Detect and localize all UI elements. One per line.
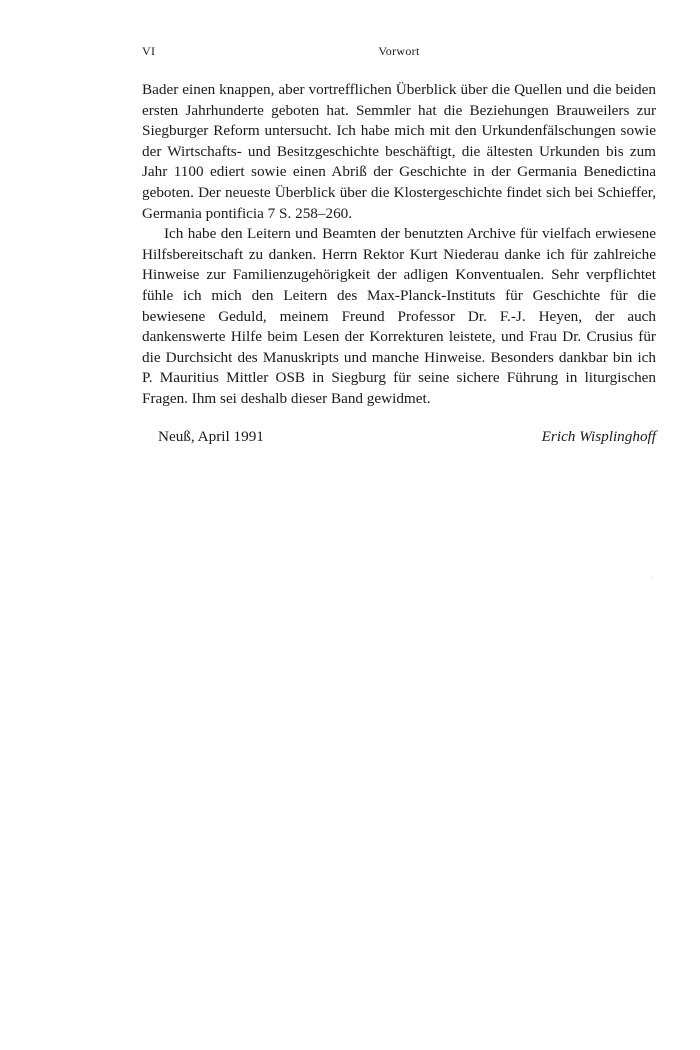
book-page (142, 44, 656, 450)
paragraph-continuation: Bader einen knappen, aber vortrefflichen Überblick über die Quellen und die beiden ersten Jahrhunderte geboten hat. Semmler hat die Beziehungen Brauweilers zur Siegburger Reform untersucht. Ich habe mich mit den Urkundenfälschungen sowie der Wirtschafts- und Besitzgeschichte beschäftigt, die ältesten Urkunden bis zum Jahr 1100 ediert sowie einen Abriß der Geschichte in der Germania Benedictina geboten. Der neueste Überblick über die Klostergeschichte findet sich bei Schieffer, Germania pontificia 7 S. 258–260. (142, 81, 656, 222)
page-number: VI (142, 44, 156, 58)
paper-speck (651, 577, 653, 578)
running-head (142, 44, 656, 66)
paragraph-acknowledgements: Ich habe den Leitern und Beamten der benutzten Archive für vielfach erwiesene Hilfsbereitschaft zu danken. Herrn Rektor Kurt Niederau danke ich für zahlreiche Hinweise zur Familienzugehörigkeit der adligen Konventualen. Sehr verpflichtet fühle ich mich den Leitern des Max-Planck-Instituts für Geschichte für die bewiesene Geduld, meinem Freund Professor Dr. F.-J. Heyen, der auch dankenswerte Hilfe beim Lesen der Korrekturen leistete, und Frau Dr. Crusius für die Durchsicht des Manuskripts und manche Hinweise. Besonders dankbar bin ich P. Mauritius Mittler OSB in Siegburg für seine sichere Führung in liturgischen Fragen. Ihm sei deshalb dieser Band gewidmet. (142, 225, 656, 407)
place-date: Neuß, April 1991 (158, 427, 264, 445)
signature-line (142, 428, 656, 450)
author-name: Erich Wisplinghoff (541, 427, 656, 445)
preface-body (142, 80, 656, 410)
section-title: Vorwort (378, 44, 420, 58)
